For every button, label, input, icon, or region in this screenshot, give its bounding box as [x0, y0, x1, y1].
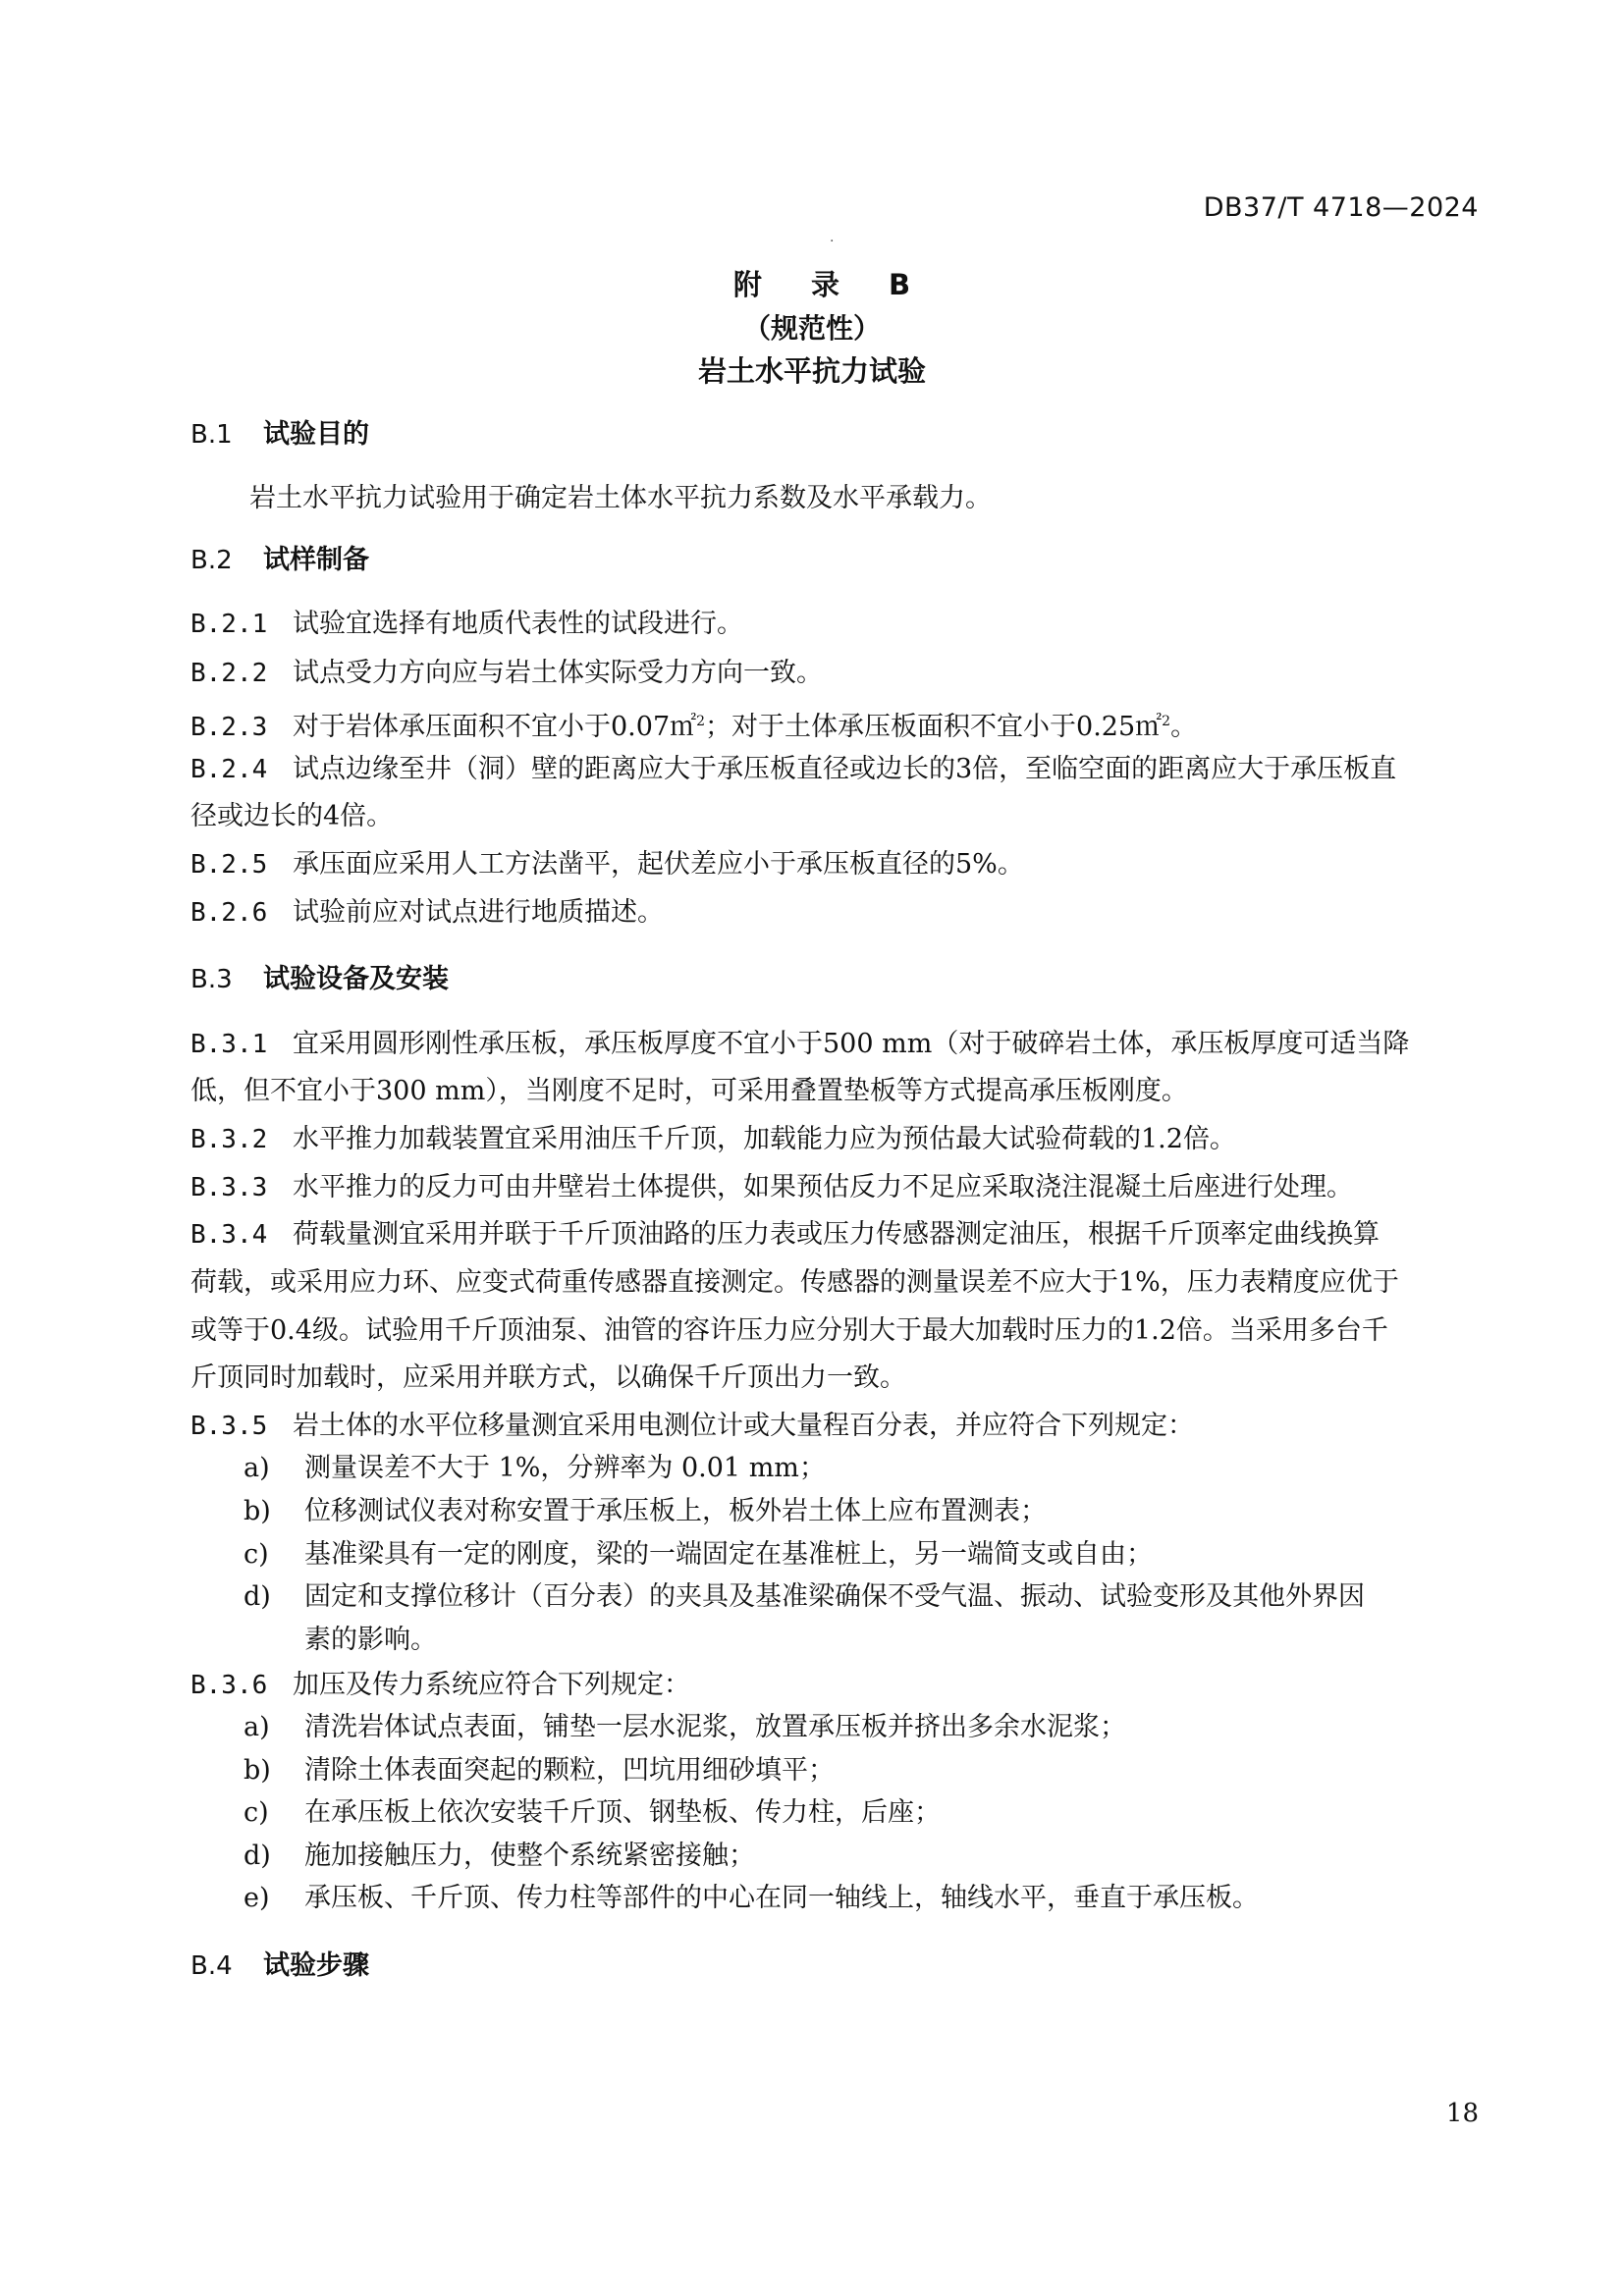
list-label: c)	[244, 1797, 269, 1828]
clause-number: B.2.4	[190, 755, 268, 784]
clause-text: 试验前应对试点进行地质描述。	[293, 897, 664, 928]
list-label: b)	[244, 1496, 271, 1526]
list-item	[244, 1839, 755, 1874]
section-heading-b2	[190, 543, 1467, 578]
list-text: 位移测试仪表对称安置于承压板上，板外岩土体上应布置测表；	[304, 1496, 1047, 1526]
clause-number: B.2.1	[190, 610, 268, 639]
clause-text: 试点受力方向应与岩土体实际受力方向一致。	[293, 658, 823, 688]
clause-number: B.2.5	[190, 850, 268, 880]
section-body-b1: 岩土水平抗力试验用于确定岩土体水平抗力系数及水平承载力。	[249, 483, 992, 513]
clause-text: 。	[1170, 712, 1198, 742]
appendix-title: 附 录 B	[732, 268, 931, 301]
list-item	[244, 1753, 835, 1789]
list-label: a)	[244, 1453, 270, 1483]
clause-number: B.3.2	[190, 1125, 268, 1154]
clause-b26	[190, 895, 1467, 931]
clause-text: 岩土体的水平位移量测宜采用电测位计或大量程百分表，并应符合下列规定：	[293, 1411, 1194, 1441]
list-text: 固定和支撑位移计（百分表）的夹具及基准梁确保不受气温、振动、试验变形及其他外界因	[304, 1581, 1365, 1612]
list-item	[244, 1537, 1153, 1573]
list-item	[244, 1579, 1365, 1615]
clause-b34-cont: 斤顶同时加载时，应采用并联方式，以确保千斤顶出力一致。	[190, 1362, 906, 1393]
clause-b21	[190, 607, 1467, 642]
clause-b31	[190, 1027, 1467, 1062]
clause-text: 水平推力的反力可由井壁岩土体提供，如果预估反力不足应采取浇注混凝土后座进行处理。	[293, 1172, 1353, 1202]
list-text: 承压板、千斤顶、传力柱等部件的中心在同一轴线上，轴线水平，垂直于承压板。	[304, 1883, 1259, 1913]
clause-number: B.2.2	[190, 659, 268, 688]
appendix-nature: （规范性）	[742, 312, 881, 345]
list-label: d)	[244, 1841, 271, 1871]
section-title: 试验步骤	[263, 1950, 369, 1981]
clause-number: B.3.5	[190, 1412, 268, 1441]
clause-text: 加压及传力系统应符合下列规定：	[293, 1670, 690, 1700]
clause-text: 宜采用圆形刚性承压板，承压板厚度不宜小于500 mm（对于破碎岩土体，承压板厚度可适当降	[293, 1029, 1410, 1059]
section-number: B.4	[190, 1951, 233, 1981]
section-number: B.2	[190, 546, 233, 575]
section-heading-b1	[190, 417, 1467, 453]
clause-b24-cont: 径或边长的4倍。	[190, 801, 394, 831]
clause-b36	[190, 1668, 1467, 1703]
list-label: c)	[244, 1539, 269, 1570]
list-text: 在承压板上依次安装千斤顶、钢垫板、传力柱，后座；	[304, 1797, 941, 1828]
section-heading-b3	[190, 962, 1467, 997]
clause-b34	[190, 1217, 1467, 1253]
list-label: e)	[244, 1883, 270, 1913]
clause-b35	[190, 1409, 1467, 1444]
list-label: a)	[244, 1712, 270, 1742]
clause-number: B.3.4	[190, 1220, 268, 1250]
clause-b32	[190, 1122, 1467, 1157]
clause-text: 试点边缘至井（洞）壁的距离应大于承压板直径或边长的3倍，至临空面的距离应大于承压板直	[293, 754, 1397, 784]
list-text: 基准梁具有一定的刚度，梁的一端固定在基准桩上，另一端简支或自由；	[304, 1539, 1153, 1570]
section-number: B.1	[190, 420, 233, 450]
clause-number: B.2.3	[190, 713, 268, 742]
clause-number: B.3.3	[190, 1173, 268, 1202]
list-text: 清除土体表面突起的颗粒，凹坑用细砂填平；	[304, 1755, 835, 1786]
decorative-dots: ·	[830, 234, 844, 249]
clause-b33	[190, 1170, 1467, 1205]
section-title: 试样制备	[263, 545, 369, 575]
list-item	[244, 1881, 1259, 1916]
superscript: 2	[696, 714, 706, 729]
clause-number: B.2.6	[190, 898, 268, 928]
clause-b24	[190, 752, 1467, 787]
section-title: 试验目的	[263, 419, 369, 450]
appendix-name: 岩土水平抗力试验	[697, 354, 926, 388]
clause-number: B.3.6	[190, 1671, 268, 1700]
list-item	[244, 1795, 941, 1831]
clause-text: 水平推力加载装置宜采用油压千斤顶，加载能力应为预估最大试验荷载的1.2倍。	[293, 1124, 1236, 1154]
clause-text: 对于岩体承压面积不宜小于0.07㎡	[293, 712, 697, 742]
list-item	[244, 1451, 826, 1486]
document-number: DB37/T 4718—2024	[1203, 192, 1479, 223]
page-number: 18	[1445, 2099, 1479, 2128]
clause-b34-cont: 荷载，或采用应力环、应变式荷重传感器直接测定。传感器的测量误差不应大于1%，压力表精度应优于	[190, 1267, 1399, 1298]
clause-number: B.3.1	[190, 1030, 268, 1059]
superscript: 2	[1162, 714, 1171, 729]
clause-b34-cont: 或等于0.4级。试验用千斤顶油泵、油管的容许压力应分别大于最大加载时压力的1.2倍。当采用多台千	[190, 1315, 1388, 1346]
list-item	[244, 1710, 1126, 1745]
section-number: B.3	[190, 965, 233, 994]
section-title: 试验设备及安装	[263, 964, 449, 994]
clause-b25	[190, 847, 1467, 882]
list-text: 清洗岩体试点表面，铺垫一层水泥浆，放置承压板并挤出多余水泥浆；	[304, 1712, 1126, 1742]
clause-b22	[190, 656, 1467, 691]
clause-b31-cont: 低，但不宜小于300 mm），当刚度不足时，可采用叠置垫板等方式提高承压板刚度。	[190, 1076, 1188, 1106]
clause-b23	[190, 704, 1467, 745]
list-text: 测量误差不大于 1%，分辨率为 0.01 mm；	[304, 1453, 826, 1483]
list-item-cont: 素的影响。	[304, 1625, 437, 1655]
list-label: d)	[244, 1581, 271, 1612]
clause-text: 荷载量测宜采用并联于千斤顶油路的压力表或压力传感器测定油压，根据千斤顶率定曲线换算	[293, 1219, 1380, 1250]
clause-text: ；对于土体承压板面积不宜小于0.25㎡	[705, 712, 1163, 742]
clause-text: 试验宜选择有地质代表性的试段进行。	[293, 609, 743, 639]
list-item	[244, 1494, 1047, 1529]
list-label: b)	[244, 1755, 271, 1786]
clause-text: 承压面应采用人工方法凿平，起伏差应小于承压板直径的5%。	[293, 849, 1024, 880]
list-text: 施加接触压力，使整个系统紧密接触；	[304, 1841, 755, 1871]
section-heading-b4	[190, 1949, 1467, 1984]
